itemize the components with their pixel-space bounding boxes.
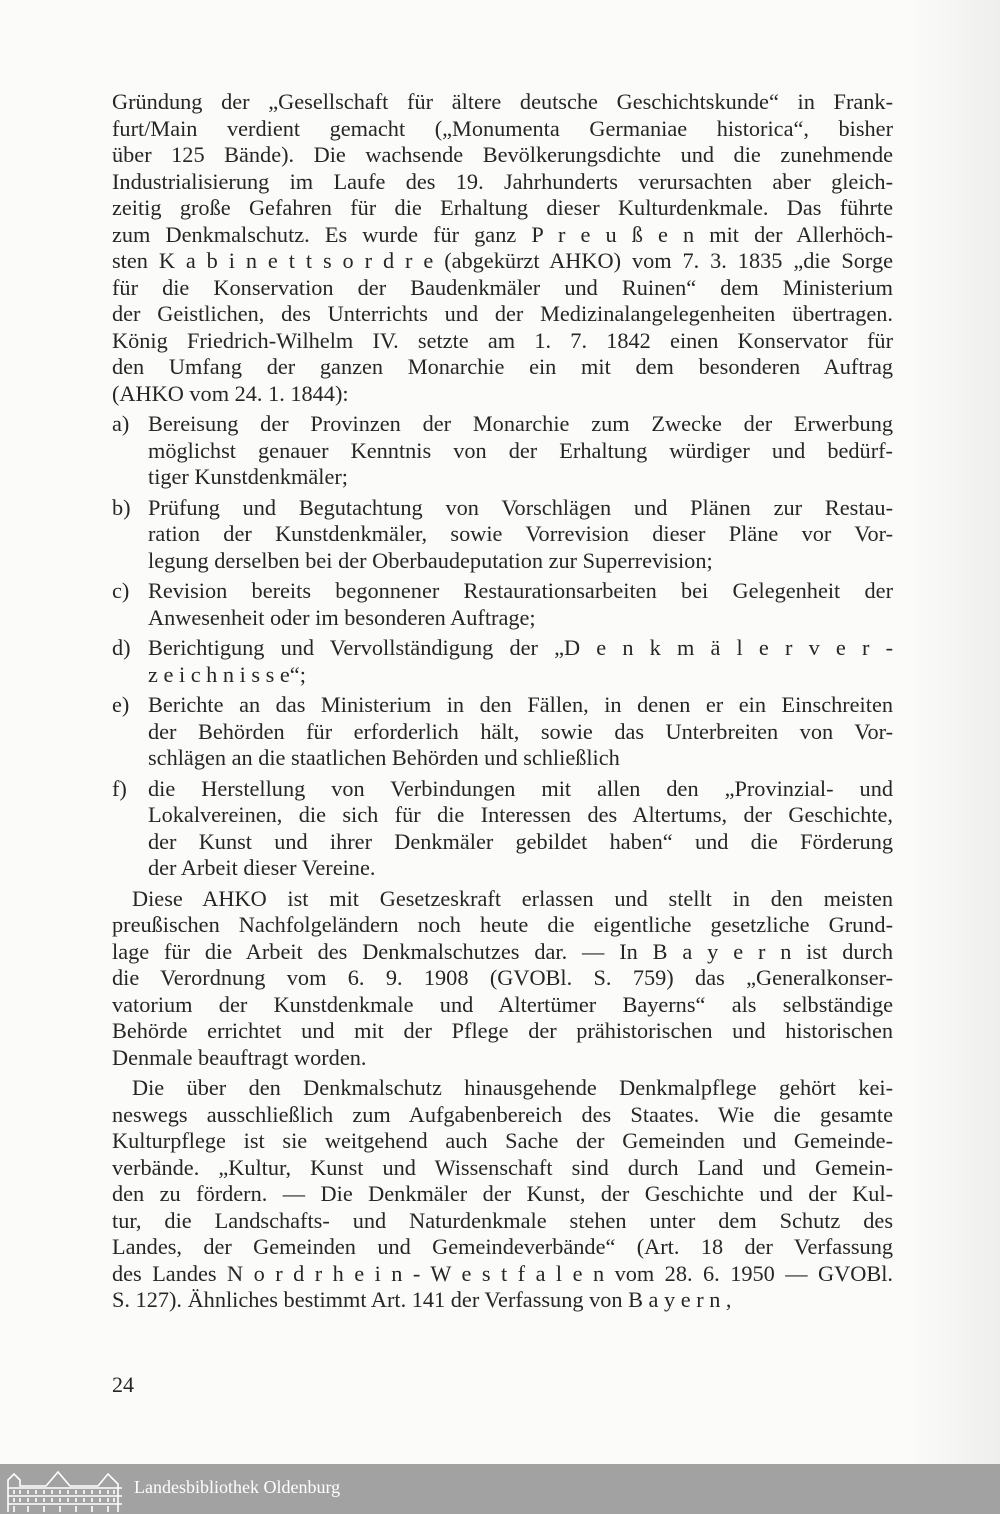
text-line: tiger Kunstdenkmäler; [148, 464, 348, 489]
paragraph [112, 1075, 893, 1314]
text-line: schlägen an die staatlichen Behörden und schließlich [148, 745, 620, 770]
list-item-label: e) [112, 692, 130, 717]
list-item [112, 495, 893, 575]
text-line: Denmale beauftragt worden. [112, 1044, 367, 1070]
scan-edge-shadow [910, 0, 1000, 1464]
text-line: die Verordnung vom 6. 9. 1908 (GVOBl. S. 759) das „Generalkonser- [112, 965, 893, 990]
paragraph [112, 886, 893, 1072]
page-body [112, 89, 893, 1318]
text-line: Berichte an das Ministerium in den Fällen, in denen er ein Einschreiten [148, 692, 893, 717]
text-line: Gründung der „Gesellschaft für ältere deutsche Geschichtskunde“ in Frank- [112, 89, 893, 114]
list-item-label: a) [112, 411, 130, 436]
text-line: Kulturpflege ist sie weitgehend auch Sache der Gemeinden und Gemeinde- [112, 1128, 893, 1153]
text-line: z e i c h n i s s e“; [148, 661, 306, 687]
text-line: den zu fördern. — Die Denkmäler der Kunst, der Geschichte und der Kul- [112, 1181, 893, 1206]
page-number: 24 [112, 1372, 134, 1397]
text-line: Revision bereits begonnener Restaurationsarbeiten bei Gelegenheit der [148, 578, 893, 603]
list-item-label: b) [112, 494, 131, 520]
list-item [112, 776, 893, 882]
text-line: vatorium der Kunstdenkmale und Altertümer Bayerns“ als selbständige [112, 991, 893, 1017]
text-line: Diese AHKO ist mit Gesetzeskraft erlassen und stellt in den meisten [132, 885, 893, 911]
text-line: für die Konservation der Baudenkmäler und Ruinen“ dem Ministerium [112, 274, 893, 300]
text-line: der Arbeit dieser Vereine. [148, 855, 376, 880]
text-line: furt/Main verdient gemacht („Monumenta Germaniae historica“, bisher [112, 115, 893, 141]
text-line: ration der Kunstdenkmäler, sowie Vorrevision dieser Pläne vor Vor- [148, 521, 893, 546]
text-line: den Umfang der ganzen Monarchie ein mit dem besonderen Auftrag [112, 354, 893, 379]
text-line: Berichtigung und Vervollständigung der „D e n k m ä l e r v e r - [148, 635, 893, 660]
text-line: König Friedrich-Wilhelm IV. setzte am 1. 7. 1842 einen Konservator für [112, 327, 893, 353]
text-line: der Kunst und ihrer Denkmäler gebildet haben“ und die Förderung [148, 828, 893, 854]
list-item-label: f) [112, 775, 127, 801]
text-line: preußischen Nachfolgeländern noch heute die eigentliche gesetzliche Grund- [112, 912, 893, 937]
text-line: Die über den Denkmalschutz hinausgehende Denkmalpflege gehört kei- [132, 1075, 893, 1100]
text-line: des Landes N o r d r h e i n - W e s t f a l e n vom 28. 6. 1950 — GVOBl. [112, 1260, 893, 1286]
text-line: (AHKO vom 24. 1. 1844): [112, 380, 349, 406]
text-line: sten K a b i n e t t s o r d r e (abgekürzt AHKO) vom 7. 3. 1835 „die Sorge [112, 248, 893, 273]
list-item-label: c) [112, 578, 130, 603]
text-line: zum Denkmalschutz. Es wurde für ganz P r e u ß e n mit der Allerhöch- [112, 221, 893, 247]
text-line: möglichst genauer Kenntnis von der Erhaltung würdiger und bedürf- [148, 437, 893, 463]
list-item [112, 578, 893, 631]
list-item [112, 692, 893, 772]
text-line: Industrialisierung im Laufe des 19. Jahrhunderts verursachten aber gleich- [112, 168, 893, 194]
text-line: neswegs ausschließlich zum Aufgabenbereich des Staates. Wie die gesamte [112, 1101, 893, 1127]
text-line: über 125 Bände). Die wachsende Bevölkerungsdichte und die zunehmende [112, 142, 893, 167]
text-line: verbände. „Kultur, Kunst und Wissenschaft sind durch Land und Gemein- [112, 1154, 893, 1180]
text-line: der Geistlichen, des Unterrichts und der Medizinalangelegenheiten übertragen. [112, 301, 893, 326]
text-line: Lokalvereinen, die sich für die Interessen des Altertums, der Geschichte, [148, 802, 893, 827]
text-line: Bereisung der Provinzen der Monarchie zum Zwecke der Erwerbung [148, 411, 893, 436]
text-line: zeitig große Gefahren für die Erhaltung dieser Kulturdenkmale. Das führte [112, 195, 893, 220]
text-line: Landes, der Gemeinden und Gemeindeverbände“ (Art. 18 der Verfassung [112, 1234, 893, 1259]
footer-bar [0, 1464, 1000, 1514]
library-building-icon [6, 1466, 124, 1512]
text-line: S. 127). Ähnliches bestimmt Art. 141 der Verfassung von B a y e r n , [112, 1287, 732, 1312]
list-item [112, 411, 893, 491]
text-line: lage für die Arbeit des Denkmalschutzes dar. — In B a y e r n ist durch [112, 938, 893, 964]
text-line: legung derselben bei der Oberbaudeputation zur Superrevision; [148, 547, 713, 573]
text-line: die Herstellung von Verbindungen mit allen den „Provinzial- und [148, 775, 893, 801]
text-line: der Behörden für erforderlich hält, sowie das Unterbreiten von Vor- [148, 718, 893, 744]
text-line: Prüfung und Begutachtung von Vorschlägen und Plänen zur Restau- [148, 494, 893, 520]
list-item [112, 635, 893, 688]
paragraph [112, 89, 893, 407]
list-item-label: d) [112, 635, 131, 660]
library-name: Landesbibliothek Oldenburg [134, 1477, 341, 1497]
text-line: Anwesenheit oder im besonderen Auftrage; [148, 604, 536, 630]
text-line: Behörde errichtet und mit der Pflege der prähistorischen und historischen [112, 1018, 893, 1043]
text-line: tur, die Landschafts- und Naturdenkmale stehen unter dem Schutz des [112, 1207, 893, 1233]
